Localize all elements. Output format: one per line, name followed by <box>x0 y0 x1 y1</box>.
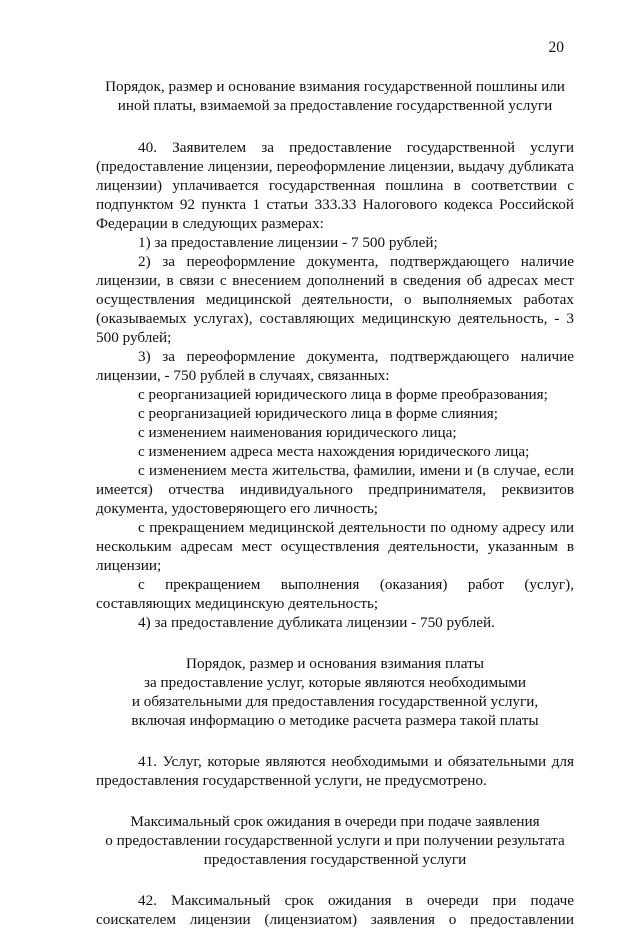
heading-line: за предоставление услуг, которые являются необходимыми <box>143 674 527 691</box>
case-item: с реорганизацией юридического лица в форме преобразования; <box>138 386 548 403</box>
heading-line: о предоставлении государственной услуги и при получении результата <box>105 832 565 849</box>
case-item: с изменением наименования юридического лица; <box>138 424 457 441</box>
page-number: 20 <box>548 39 564 56</box>
fee-item-3: 3) за переоформление документа, подтверждающего наличие лицензии, - 750 рублей в случаях, связанных: <box>96 348 574 384</box>
section-heading-payment <box>96 654 574 730</box>
heading-line: предоставления государственной услуги <box>203 851 467 868</box>
case-item: с прекращением выполнения (оказания) работ (услуг), составляющих медицинскую деятельность; <box>96 576 574 612</box>
case-item: с прекращением медицинской деятельности по одному адресу или нескольким адресам мест осуществления деятельности, указанным в лицензии; <box>96 519 574 574</box>
paragraph-40: 40. Заявителем за предоставление государственной услуги (предоставление лицензии, переоформление лицензии, выдачу дубликата лицензии) уплачивается государственная пошлина в соответствии с подпунктом 92 пункта 1 статьи 333.33 Налогового кодекса Российской Федерации в следующих размерах: <box>96 139 574 232</box>
paragraph-41: 41. Услуг, которые являются необходимыми и обязательными для предоставления государственной услуги, не предусмотрено. <box>96 753 574 789</box>
paragraph-42: 42. Максимальный срок ожидания в очереди при подаче соискателем лицензии (лицензиатом) заявления о предоставлении <box>96 892 574 928</box>
document-content <box>96 77 574 929</box>
case-item: с изменением адреса места нахождения юридического лица; <box>138 443 530 460</box>
heading-line: Максимальный срок ожидания в очереди при подаче заявления <box>130 813 540 830</box>
case-item: с реорганизацией юридического лица в форме слияния; <box>138 405 498 422</box>
case-item: с изменением места жительства, фамилии, имени и (в случае, если имеется) отчества индивидуального предпринимателя, реквизитов документа, удостоверяющего его личность; <box>96 462 574 517</box>
section-heading-queue <box>96 812 574 869</box>
section-heading-fee: Порядок, размер и основание взимания государственной пошлины или иной платы, взимаемой за предоставление государственной услуги <box>105 78 565 114</box>
heading-line: Порядок, размер и основания взимания платы <box>186 655 484 672</box>
heading-line: и обязательными для предоставления государственной услуги, <box>131 693 539 710</box>
heading-line: включая информацию о методике расчета размера такой платы <box>131 712 539 729</box>
fee-item-2: 2) за переоформление документа, подтверждающего наличие лицензии, в связи с внесением дополнений в сведения об адресах мест осуществления медицинской деятельности, о выполняемых работах (оказываемых услугах), составляющих медицинскую деятельность, - 3 500 рублей; <box>96 253 574 346</box>
fee-item-4: 4) за предоставление дубликата лицензии - 750 рублей. <box>138 614 495 631</box>
fee-item-1: 1) за предоставление лицензии - 7 500 рублей; <box>138 234 438 251</box>
